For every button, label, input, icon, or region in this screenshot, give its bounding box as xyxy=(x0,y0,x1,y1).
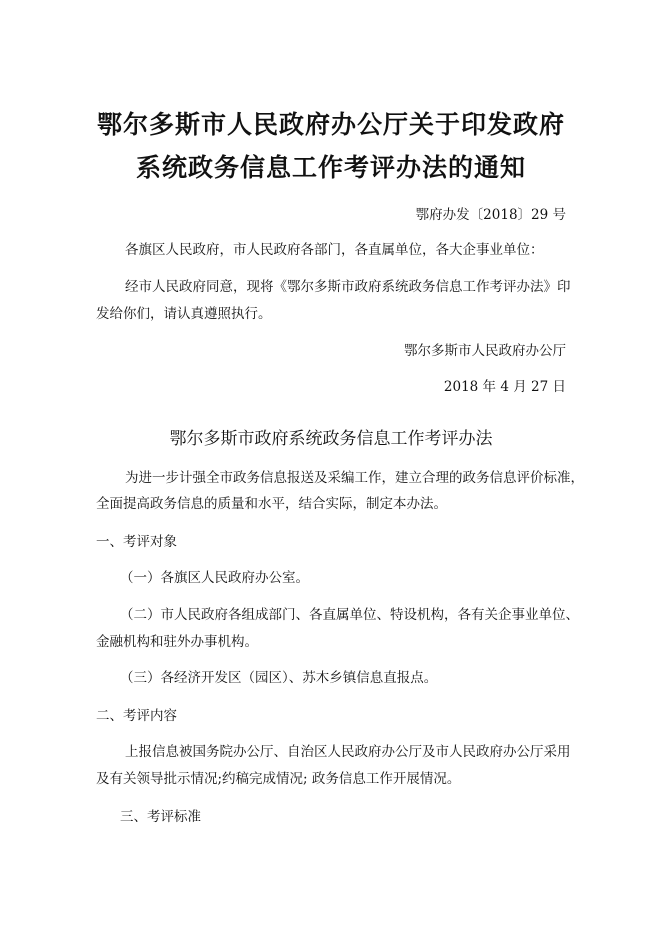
section-heading-2: 二、考评内容 xyxy=(96,708,177,724)
intro-line-2: 全面提高政务信息的质量和水平，结合实际，制定本办法。 xyxy=(96,496,447,512)
document-title-line-1: 鄂尔多斯市人民政府办公厅关于印发政府 xyxy=(96,110,565,139)
body-paragraph-line-1: 经市人民政府同意，现将《鄂尔多斯市政府系统政务信息工作考评办法》印 xyxy=(125,279,571,295)
issue-date: 2018 年 4 月 27 日 xyxy=(443,379,566,395)
measures-subtitle: 鄂尔多斯市政府系统政务信息工作考评办法 xyxy=(169,429,493,449)
list-item-2-line-1: （二）市人民政府各组成部门、各直属单位、特设机构，各有关企事业单位、 xyxy=(120,607,579,623)
document-number: 鄂府办发〔2018〕29 号 xyxy=(415,207,566,223)
content-line-1: 上报信息被国务院办公厅、自治区人民政府办公厅及市人民政府办公厅采用 xyxy=(125,744,571,760)
document-title-line-2: 系统政务信息工作考评办法的通知 xyxy=(135,153,526,182)
body-paragraph-line-2: 发给你们，请认真遵照执行。 xyxy=(96,306,272,322)
section-heading-1: 一、考评对象 xyxy=(96,534,177,550)
addressee: 各旗区人民政府，市人民政府各部门，各直属单位，各大企事业单位： xyxy=(125,242,544,258)
intro-line-1: 为进一步计强全市政务信息报送及采编工作，建立合理的政务信息评价标准， xyxy=(125,470,584,486)
list-item-1: （一）各旗区人民政府办公室。 xyxy=(120,570,309,586)
list-item-2-line-2: 金融机构和驻外办事机构。 xyxy=(96,634,258,650)
list-item-3: （三）各经济开发区（园区）、苏木乡镇信息直报点。 xyxy=(120,670,438,686)
section-heading-3: 三、考评标准 xyxy=(120,809,201,825)
issuing-office: 鄂尔多斯市人民政府办公厅 xyxy=(404,343,566,359)
content-line-2: 及有关领导批示情况;约稿完成情况; 政务信息工作开展情况。 xyxy=(96,771,461,787)
